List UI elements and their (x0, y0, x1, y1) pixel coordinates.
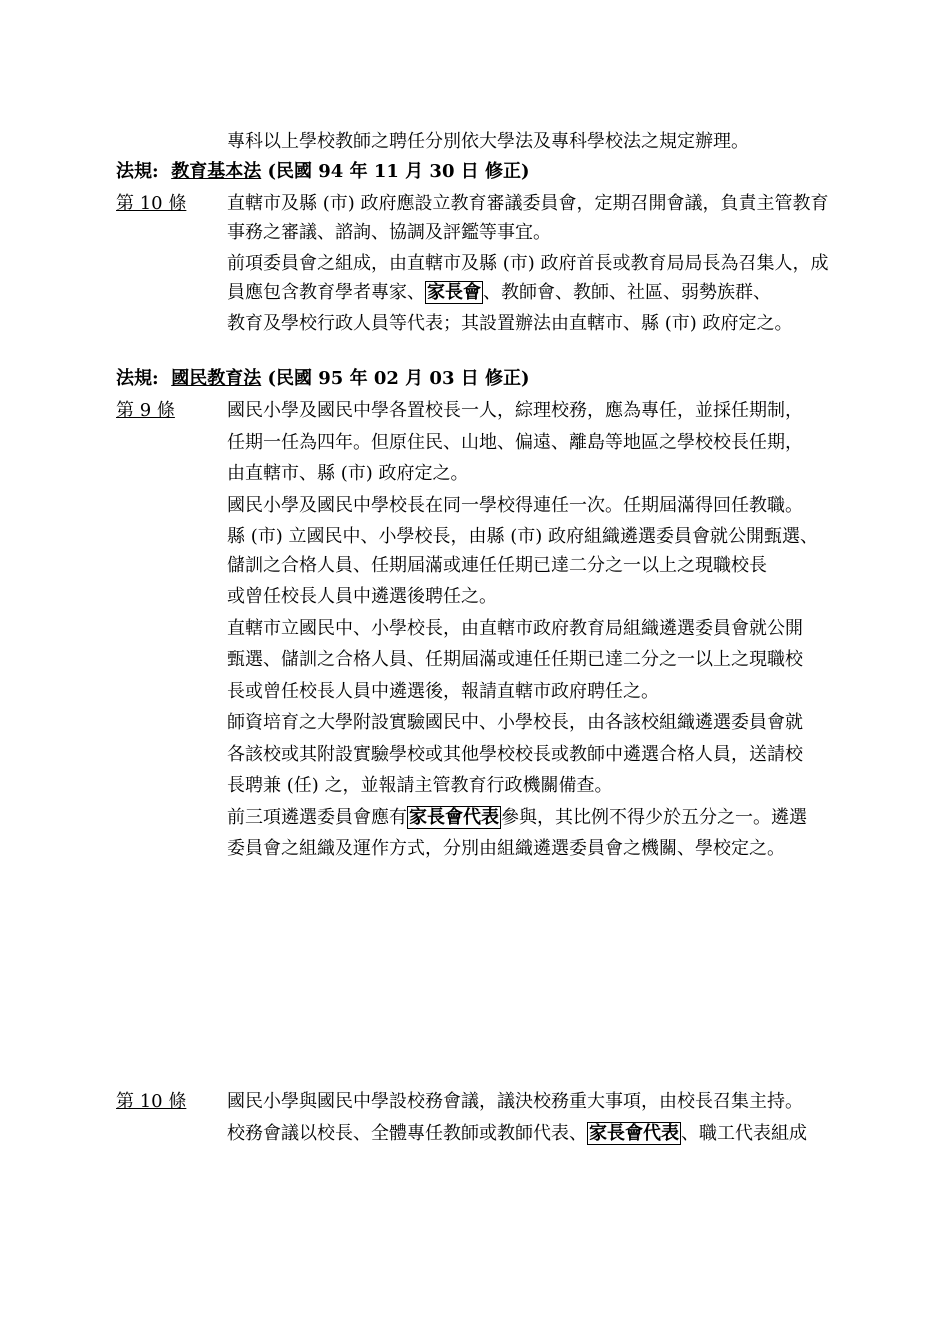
paragraph: 直轄市立國民中、小學校長，由直轄市政府教育局組織遴選委員會就公開 (227, 617, 803, 639)
paragraph: 國民小學及國民中學各置校長一人，綜理校務，應為專任，並採任期制， (227, 400, 803, 421)
article-body-law2-art9 (227, 397, 818, 864)
paragraph: 國民小學與國民中學設校務會議，議決校務重大事項，由校長召集主持。 (227, 1091, 803, 1112)
paragraph: 國民小學及國民中學校長在同一學校得連任一次。任期屆滿得回任教職。 (227, 494, 803, 516)
text-span: 參與，其比例不得少於五分之一。遴選 (501, 806, 807, 828)
article-label: 第 10 條 (116, 193, 187, 214)
paragraph: 任期一任為四年。但原住民、山地、偏遠、離島等地區之學校校長任期， (227, 431, 803, 453)
law-prefix: 法規: (116, 161, 159, 182)
law-amendment-date: (民國 95 年 02 月 03 日 修正) (267, 368, 530, 389)
paragraph: 教育及學校行政人員等代表；其設置辦法由直轄市、縣 (市) 政府定之。 (227, 313, 793, 334)
paragraph: 或曾任校長人員中遴選後聘任之。 (227, 586, 497, 607)
article-label: 第 10 條 (116, 1091, 187, 1112)
law-heading-education-basic-act (116, 158, 530, 186)
law-amendment-date: (民國 94 年 11 月 30 日 修正) (267, 161, 530, 182)
text-span: 校務會議以校長、全體專任教師或教師代表、 (227, 1122, 587, 1144)
paragraph (227, 1120, 807, 1149)
paragraph: 長或曾任校長人員中遴選後，報請直轄市政府聘任之。 (227, 680, 659, 702)
paragraph: 長聘兼 (任) 之，並報請主管教育行政機關備查。 (227, 775, 613, 796)
highlight-parents-association-rep: 家長會代表 (589, 1122, 679, 1144)
law-name: 教育基本法 (171, 161, 262, 182)
law-prefix: 法規: (116, 368, 159, 389)
paragraph (227, 250, 837, 307)
law-name: 國民教育法 (171, 368, 262, 389)
text-span: 前項委員會之組成，由直轄市及縣 (市) 政府首長或教育局局長為召集人，成員應包含教育學者專家、 (227, 253, 829, 303)
law-heading-national-education-act (116, 365, 530, 393)
article-body-law1-art10 (227, 190, 837, 339)
highlight-parents-association-rep: 家長會代表 (409, 806, 499, 828)
paragraph: 縣 (市) 立國民中、小學校長，由縣 (市) 政府組織遴選委員會就公開甄選、儲訓之合格人員、任期屆滿或連任任期已達二分之一以上之現職校長 (227, 526, 818, 576)
article-body-law2-art10 (227, 1088, 807, 1148)
paragraph: 直轄市及縣 (市) 政府應設立教育審議委員會，定期召開會議，負責主管教育事務之審議、諮詢、協調及評鑑等事宜。 (227, 193, 829, 243)
text-span: 、教師會、教師、社區、弱勢族群、 (483, 281, 771, 303)
paragraph: 委員會之組織及運作方式，分別由組織遴選委員會之機關、學校定之。 (227, 838, 785, 859)
paragraph: 由直轄市、縣 (市) 政府定之。 (227, 463, 469, 484)
text-span: 前三項遴選委員會應有 (227, 806, 407, 828)
paragraph: 各該校或其附設實驗學校或其他學校校長或教師中遴選合格人員，送請校 (227, 743, 803, 765)
paragraph: 甄選、儲訓之合格人員、任期屆滿或連任任期已達二分之一以上之現職校 (227, 649, 803, 670)
paragraph (227, 804, 807, 833)
article-label: 第 9 條 (116, 400, 175, 421)
intro-line: 專科以上學校教師之聘任分別依大學法及專科學校法之規定辦理。 (227, 131, 749, 152)
paragraph: 師資培育之大學附設實驗國民中、小學校長，由各該校組織遴選委員會就 (227, 712, 803, 733)
highlight-parents-association: 家長會 (427, 281, 481, 303)
text-span: 、職工代表組成 (681, 1122, 807, 1144)
